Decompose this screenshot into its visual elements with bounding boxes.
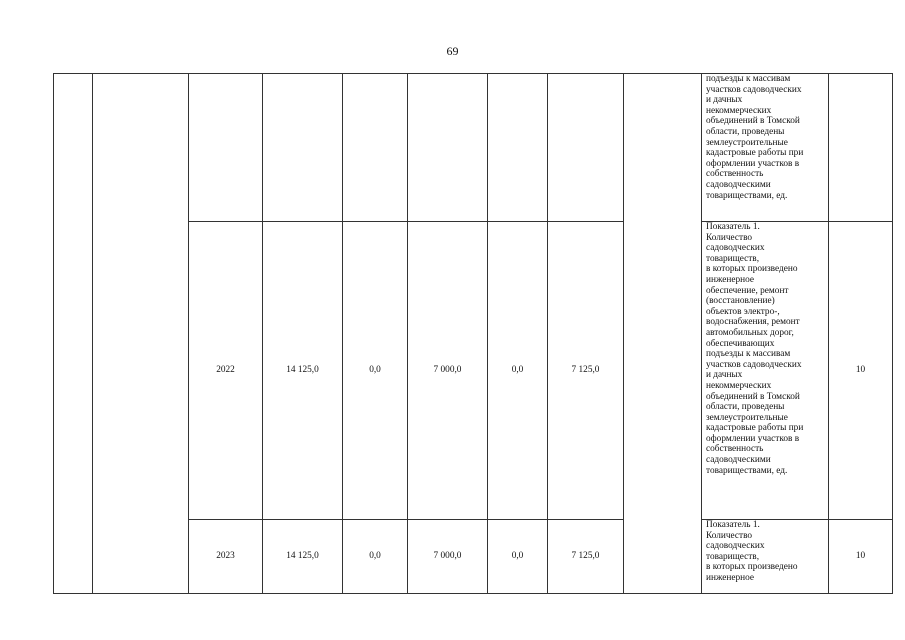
budget-table — [53, 73, 893, 594]
indicator-value-cell: 10 — [829, 222, 893, 520]
page-number: 69 — [446, 44, 459, 58]
year-cell: 2022 — [189, 222, 263, 520]
year-cell — [189, 74, 263, 222]
local-cell — [488, 74, 548, 222]
event-name-cell — [93, 74, 189, 594]
local-cell: 0,0 — [488, 222, 548, 520]
federal-cell: 0,0 — [343, 222, 408, 520]
indicator-value-cell — [829, 74, 893, 222]
regional-cell — [408, 74, 488, 222]
regional-cell: 7 000,0 — [408, 222, 488, 520]
federal-cell: 0,0 — [343, 520, 408, 594]
extra-cell — [548, 74, 624, 222]
total-cell — [263, 74, 343, 222]
executor-cell — [624, 74, 702, 594]
regional-cell: 7 000,0 — [408, 520, 488, 594]
indicator-cell: Показатель 1. Количество садоводческих товариществ, в которых произведено инженерное — [702, 520, 829, 594]
extra-cell: 7 125,0 — [548, 520, 624, 594]
indicator-cell: Показатель 1. Количество садоводческих товариществ, в которых произведено инженерное обеспечение, ремонт (восстановление) объектов электро-, водоснабжения, ремонт автомобильных дорог, обеспечивающих подъезды к массивам участков садоводческих и дачных некоммерческих объединений в Томской области, проведены землеустроительные кадастровые работы при оформлении участков в собственность садоводческими товариществами, ед. — [702, 222, 829, 520]
number-cell — [54, 74, 93, 594]
table-row — [54, 74, 893, 222]
local-cell: 0,0 — [488, 520, 548, 594]
indicator-value-cell: 10 — [829, 520, 893, 594]
indicator-cell: подъезды к массивам участков садоводческих и дачных некоммерческих объединений в Томской области, проведены землеустроительные кадастровые работы при оформлении участков в собственность садоводческими товариществами, ед. — [702, 74, 829, 222]
total-cell: 14 125,0 — [263, 222, 343, 520]
extra-cell: 7 125,0 — [548, 222, 624, 520]
total-cell: 14 125,0 — [263, 520, 343, 594]
year-cell: 2023 — [189, 520, 263, 594]
federal-cell — [343, 74, 408, 222]
